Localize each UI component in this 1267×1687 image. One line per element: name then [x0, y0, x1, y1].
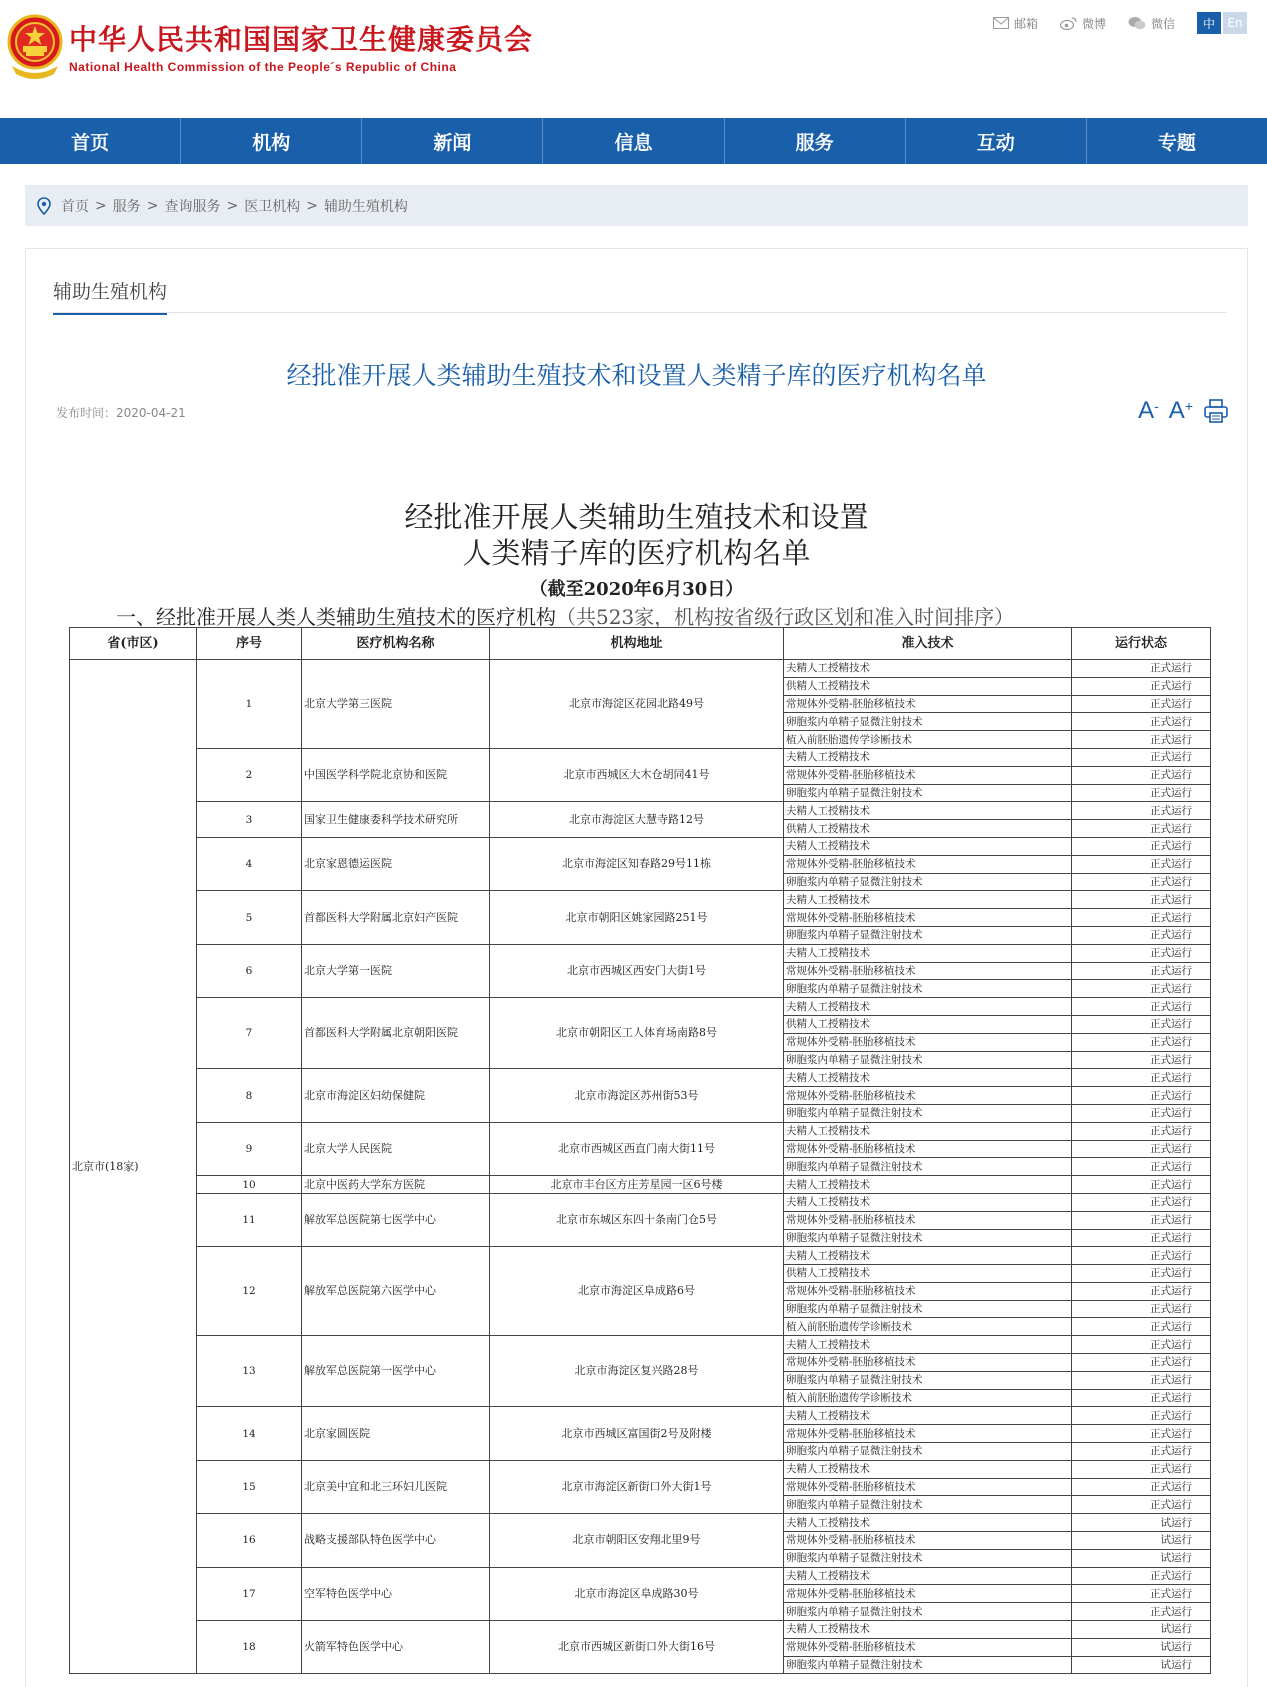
- table-row: [70, 1621, 1211, 1639]
- technology-cell: 常规体外受精-胚胎移植技术: [784, 1211, 1072, 1229]
- status-cell: 正式运行: [1072, 1300, 1211, 1318]
- breadcrumb-query-services[interactable]: 查询服务: [164, 198, 221, 215]
- technology-cell: 植入前胚胎遗传学诊断技术: [784, 731, 1072, 749]
- breadcrumb-services[interactable]: 服务: [112, 198, 141, 215]
- status-cell: 正式运行: [1072, 1104, 1211, 1122]
- row-number-cell: 6: [197, 944, 302, 997]
- table-row: [70, 837, 1211, 855]
- address-cell: 北京市西城区大木仓胡同41号: [490, 748, 784, 801]
- table-row: [70, 1514, 1211, 1532]
- technology-cell: 卵胞浆内单精子显微注射技术: [784, 1496, 1072, 1514]
- technology-cell: 夫精人工授精技术: [784, 891, 1072, 909]
- status-cell: 试运行: [1072, 1532, 1211, 1550]
- row-number-cell: 17: [197, 1567, 302, 1620]
- document-section-heading: [116, 601, 1014, 630]
- status-cell: 正式运行: [1072, 1015, 1211, 1033]
- province-cell: 北京市(18家): [70, 660, 197, 1674]
- status-cell: 正式运行: [1072, 695, 1211, 713]
- technology-cell: 夫精人工授精技术: [784, 998, 1072, 1016]
- table-row: [70, 1247, 1211, 1265]
- status-cell: 正式运行: [1072, 891, 1211, 909]
- main-nav: [0, 118, 1267, 164]
- institution-table: [69, 627, 1211, 1674]
- address-cell: 北京市西城区新街口外大街16号: [490, 1621, 784, 1674]
- institution-name-cell: 火箭军特色医学中心: [302, 1621, 490, 1674]
- status-cell: 正式运行: [1072, 1585, 1211, 1603]
- status-cell: 正式运行: [1072, 820, 1211, 838]
- technology-cell: 卵胞浆内单精子显微注射技术: [784, 980, 1072, 998]
- status-cell: 正式运行: [1072, 1087, 1211, 1105]
- address-cell: 北京市海淀区阜成路6号: [490, 1247, 784, 1336]
- status-cell: 正式运行: [1072, 784, 1211, 802]
- status-cell: 正式运行: [1072, 1211, 1211, 1229]
- technology-cell: 卵胞浆内单精子显微注射技术: [784, 1371, 1072, 1389]
- status-cell: 试运行: [1072, 1656, 1211, 1674]
- table-row: [70, 1069, 1211, 1087]
- status-cell: 正式运行: [1072, 980, 1211, 998]
- table-header-row: [70, 628, 1211, 660]
- publish-date-label: 发布时间：: [56, 406, 117, 420]
- status-cell: 正式运行: [1072, 944, 1211, 962]
- document-date: （截至2020年6月30日）: [529, 579, 744, 600]
- row-number-cell: 8: [197, 1069, 302, 1122]
- institution-name-cell: 解放军总医院第七医学中心: [302, 1193, 490, 1246]
- address-cell: 北京市朝阳区工人体育场南路8号: [490, 998, 784, 1069]
- address-cell: 北京市西城区西安门大街1号: [490, 944, 784, 997]
- technology-cell: 夫精人工授精技术: [784, 1621, 1072, 1639]
- institution-name-cell: 战略支援部队特色医学中心: [302, 1514, 490, 1567]
- row-number-cell: 14: [197, 1407, 302, 1460]
- table-row: [70, 1460, 1211, 1478]
- technology-cell: 常规体外受精-胚胎移植技术: [784, 1478, 1072, 1496]
- status-cell: 正式运行: [1072, 855, 1211, 873]
- status-cell: 正式运行: [1072, 1567, 1211, 1585]
- technology-cell: 卵胞浆内单精子显微注射技术: [784, 1443, 1072, 1461]
- status-cell: 正式运行: [1072, 660, 1211, 678]
- nav-item-services[interactable]: 服务: [725, 118, 906, 164]
- address-cell: 北京市海淀区苏州街53号: [490, 1069, 784, 1122]
- technology-cell: 常规体外受精-胚胎移植技术: [784, 1425, 1072, 1443]
- header-address: 机构地址: [490, 628, 784, 660]
- location-pin-icon: [37, 197, 51, 215]
- technology-cell: 夫精人工授精技术: [784, 748, 1072, 766]
- status-cell: 正式运行: [1072, 1496, 1211, 1514]
- technology-cell: 夫精人工授精技术: [784, 1069, 1072, 1087]
- status-cell: 正式运行: [1072, 1247, 1211, 1265]
- technology-cell: 卵胞浆内单精子显微注射技术: [784, 1300, 1072, 1318]
- status-cell: 正式运行: [1072, 998, 1211, 1016]
- status-cell: 正式运行: [1072, 1371, 1211, 1389]
- font-decrease-button[interactable]: [1138, 397, 1159, 425]
- status-cell: 正式运行: [1072, 1033, 1211, 1051]
- technology-cell: 夫精人工授精技术: [784, 802, 1072, 820]
- technology-cell: 夫精人工授精技术: [784, 660, 1072, 678]
- status-cell: 正式运行: [1072, 1176, 1211, 1194]
- table-row: [70, 1122, 1211, 1140]
- technology-cell: 常规体外受精-胚胎移植技术: [784, 1282, 1072, 1300]
- institution-name-cell: 中国医学科学院北京协和医院: [302, 748, 490, 801]
- institution-name-cell: 首都医科大学附属北京朝阳医院: [302, 998, 490, 1069]
- row-number-cell: 15: [197, 1460, 302, 1513]
- address-cell: 北京市海淀区大慧寺路12号: [490, 802, 784, 838]
- status-cell: 试运行: [1072, 1549, 1211, 1567]
- technology-cell: 供精人工授精技术: [784, 1015, 1072, 1033]
- status-cell: 试运行: [1072, 1514, 1211, 1532]
- technology-cell: 常规体外受精-胚胎移植技术: [784, 909, 1072, 927]
- status-cell: 正式运行: [1072, 713, 1211, 731]
- technology-cell: 常规体外受精-胚胎移植技术: [784, 766, 1072, 784]
- mail-link-label: 邮箱: [1013, 16, 1038, 31]
- status-cell: 正式运行: [1072, 1140, 1211, 1158]
- technology-cell: 夫精人工授精技术: [784, 944, 1072, 962]
- technology-cell: 卵胞浆内单精子显微注射技术: [784, 1603, 1072, 1621]
- site-title-en[interactable]: National Health Commission of the People´s Republic of China: [69, 60, 457, 74]
- breadcrumb-separator: >: [146, 197, 159, 214]
- status-cell: 正式运行: [1072, 1282, 1211, 1300]
- status-cell: 正式运行: [1072, 1389, 1211, 1407]
- address-cell: 北京市朝阳区姚家园路251号: [490, 891, 784, 944]
- status-cell: 试运行: [1072, 1638, 1211, 1656]
- address-cell: 北京市海淀区新街口外大街1号: [490, 1460, 784, 1513]
- font-increase-button[interactable]: [1169, 397, 1193, 425]
- technology-cell: 常规体外受精-胚胎移植技术: [784, 695, 1072, 713]
- table-row: [70, 1567, 1211, 1585]
- technology-cell: 植入前胚胎遗传学诊断技术: [784, 1389, 1072, 1407]
- institution-name-cell: 北京家恩德运医院: [302, 837, 490, 890]
- wechat-icon: [1128, 16, 1146, 30]
- nav-item-organization[interactable]: 机构: [181, 118, 362, 164]
- status-cell: 正式运行: [1072, 837, 1211, 855]
- technology-cell: 夫精人工授精技术: [784, 1514, 1072, 1532]
- technology-cell: 供精人工授精技术: [784, 677, 1072, 695]
- status-cell: 正式运行: [1072, 1478, 1211, 1496]
- technology-cell: 常规体外受精-胚胎移植技术: [784, 1087, 1072, 1105]
- status-cell: 正式运行: [1072, 677, 1211, 695]
- institution-name-cell: 首都医科大学附属北京妇产医院: [302, 891, 490, 944]
- status-cell: 正式运行: [1072, 1407, 1211, 1425]
- font-decrease-sign: -: [1154, 398, 1159, 414]
- document-title-line1: 经批准开展人类辅助生殖技术和设置: [404, 500, 869, 534]
- top-links: [993, 12, 1247, 34]
- row-number-cell: 18: [197, 1621, 302, 1674]
- address-cell: 北京市东城区东四十条南门仓5号: [490, 1193, 784, 1246]
- institution-name-cell: 解放军总医院第一医学中心: [302, 1336, 490, 1407]
- printer-icon: [1203, 398, 1229, 424]
- content-panel: [25, 248, 1248, 1687]
- row-number-cell: 11: [197, 1193, 302, 1246]
- technology-cell: 夫精人工授精技术: [784, 1567, 1072, 1585]
- wechat-link[interactable]: [1128, 15, 1175, 32]
- technology-cell: 常规体外受精-胚胎移植技术: [784, 1585, 1072, 1603]
- section-title: 辅助生殖机构: [53, 277, 167, 315]
- technology-cell: 常规体外受精-胚胎移植技术: [784, 1354, 1072, 1372]
- national-emblem-icon: [6, 14, 64, 80]
- address-cell: 北京市丰台区方庄芳星园一区6号楼: [490, 1176, 784, 1194]
- status-cell: 试运行: [1072, 1621, 1211, 1639]
- institution-name-cell: 北京大学第一医院: [302, 944, 490, 997]
- institution-name-cell: 北京大学人民医院: [302, 1122, 490, 1175]
- technology-cell: 卵胞浆内单精子显微注射技术: [784, 926, 1072, 944]
- row-number-cell: 16: [197, 1514, 302, 1567]
- nav-item-information[interactable]: 信息: [543, 118, 724, 164]
- table-row: [70, 1407, 1211, 1425]
- status-cell: 正式运行: [1072, 1158, 1211, 1176]
- nav-item-news[interactable]: 新闻: [362, 118, 543, 164]
- nav-item-home[interactable]: 首页: [0, 118, 181, 164]
- status-cell: 正式运行: [1072, 909, 1211, 927]
- table-row: [70, 1193, 1211, 1211]
- mail-icon: [993, 17, 1009, 29]
- table-row: [70, 802, 1211, 820]
- table-row: [70, 998, 1211, 1016]
- table-row: [70, 1336, 1211, 1354]
- print-button[interactable]: [1203, 398, 1229, 424]
- status-cell: 正式运行: [1072, 1265, 1211, 1283]
- institution-name-cell: 国家卫生健康委科学技术研究所: [302, 802, 490, 838]
- address-cell: 北京市朝阳区安翔北里9号: [490, 1514, 784, 1567]
- technology-cell: 常规体外受精-胚胎移植技术: [784, 1532, 1072, 1550]
- wechat-link-label: 微信: [1150, 16, 1175, 31]
- technology-cell: 夫精人工授精技术: [784, 1407, 1072, 1425]
- status-cell: 正式运行: [1072, 962, 1211, 980]
- status-cell: 正式运行: [1072, 766, 1211, 784]
- row-number-cell: 3: [197, 802, 302, 838]
- status-cell: 正式运行: [1072, 731, 1211, 749]
- row-number-cell: 10: [197, 1176, 302, 1194]
- address-cell: 北京市海淀区阜成路30号: [490, 1567, 784, 1620]
- institution-name-cell: 北京中医药大学东方医院: [302, 1176, 490, 1194]
- status-cell: 正式运行: [1072, 802, 1211, 820]
- table-body: [70, 660, 1211, 1674]
- technology-cell: 常规体外受精-胚胎移植技术: [784, 855, 1072, 873]
- technology-cell: 卵胞浆内单精子显微注射技术: [784, 1104, 1072, 1122]
- status-cell: 正式运行: [1072, 1122, 1211, 1140]
- technology-cell: 常规体外受精-胚胎移植技术: [784, 1638, 1072, 1656]
- status-cell: 正式运行: [1072, 873, 1211, 891]
- technology-cell: 卵胞浆内单精子显微注射技术: [784, 1229, 1072, 1247]
- technology-cell: 夫精人工授精技术: [784, 1193, 1072, 1211]
- table-row: [70, 1176, 1211, 1194]
- table-row: [70, 944, 1211, 962]
- technology-cell: 卵胞浆内单精子显微注射技术: [784, 713, 1072, 731]
- institution-name-cell: 北京家圆医院: [302, 1407, 490, 1460]
- address-cell: 北京市海淀区知春路29号11栋: [490, 837, 784, 890]
- breadcrumb-home[interactable]: 首页: [61, 198, 89, 215]
- technology-cell: 常规体外受精-胚胎移植技术: [784, 1033, 1072, 1051]
- table-row: [70, 748, 1211, 766]
- technology-cell: 卵胞浆内单精子显微注射技术: [784, 1656, 1072, 1674]
- status-cell: 正式运行: [1072, 1193, 1211, 1211]
- section-heading-main: 一、经批准开展人类人类辅助生殖技术的医疗机构: [116, 605, 556, 629]
- status-cell: 正式运行: [1072, 1603, 1211, 1621]
- section-divider: [53, 312, 1227, 313]
- status-cell: 正式运行: [1072, 1051, 1211, 1069]
- table-row: [70, 891, 1211, 909]
- status-cell: 正式运行: [1072, 1443, 1211, 1461]
- font-increase-sign: +: [1184, 398, 1193, 414]
- technology-cell: 卵胞浆内单精子显微注射技术: [784, 873, 1072, 891]
- mail-link[interactable]: [993, 15, 1038, 32]
- technology-cell: 植入前胚胎遗传学诊断技术: [784, 1318, 1072, 1336]
- font-increase-label: A: [1168, 397, 1185, 424]
- row-number-cell: 5: [197, 891, 302, 944]
- status-cell: 正式运行: [1072, 748, 1211, 766]
- address-cell: 北京市海淀区复兴路28号: [490, 1336, 784, 1407]
- technology-cell: 卵胞浆内单精子显微注射技术: [784, 1051, 1072, 1069]
- row-number-cell: 1: [197, 660, 302, 749]
- breadcrumb-current[interactable]: 辅助生殖机构: [323, 198, 408, 215]
- nav-item-topics[interactable]: 专题: [1157, 131, 1196, 154]
- status-cell: 正式运行: [1072, 1069, 1211, 1087]
- row-number-cell: 2: [197, 748, 302, 801]
- header-institution-name: 医疗机构名称: [302, 628, 490, 660]
- language-switch: [1197, 12, 1247, 34]
- breadcrumb-separator: >: [226, 197, 239, 214]
- status-cell: 正式运行: [1072, 1336, 1211, 1354]
- status-cell: 正式运行: [1072, 1354, 1211, 1372]
- status-cell: 正式运行: [1072, 1229, 1211, 1247]
- section-heading-note: （共523家，机构按省级行政区划和准入时间排序）: [556, 605, 1015, 629]
- address-cell: 北京市西城区西直门南大街11号: [490, 1122, 784, 1175]
- technology-cell: 卵胞浆内单精子显微注射技术: [784, 1158, 1072, 1176]
- row-number-cell: 7: [197, 998, 302, 1069]
- header-number: 序号: [197, 628, 302, 660]
- lang-en-button[interactable]: En: [1223, 12, 1247, 34]
- address-cell: 北京市西城区富国街2号及附楼: [490, 1407, 784, 1460]
- header-status: 运行状态: [1072, 628, 1211, 660]
- status-cell: 正式运行: [1072, 1318, 1211, 1336]
- article-title: 经批准开展人类辅助生殖技术和设置人类精子库的医疗机构名单: [286, 361, 987, 390]
- font-decrease-label: A: [1138, 397, 1155, 424]
- publish-date-value: 2020-04-21: [116, 406, 186, 420]
- technology-cell: 夫精人工授精技术: [784, 1460, 1072, 1478]
- status-cell: 正式运行: [1072, 1460, 1211, 1478]
- article-tools: [1128, 397, 1229, 425]
- technology-cell: 夫精人工授精技术: [784, 1336, 1072, 1354]
- technology-cell: 常规体外受精-胚胎移植技术: [784, 1140, 1072, 1158]
- row-number-cell: 12: [197, 1247, 302, 1336]
- header-technology: 准入技术: [784, 628, 1072, 660]
- technology-cell: 常规体外受精-胚胎移植技术: [784, 962, 1072, 980]
- publish-date: [56, 404, 186, 421]
- status-cell: 正式运行: [1072, 926, 1211, 944]
- table-row: [70, 660, 1211, 678]
- technology-cell: 夫精人工授精技术: [784, 837, 1072, 855]
- technology-cell: 夫精人工授精技术: [784, 1247, 1072, 1265]
- row-number-cell: 4: [197, 837, 302, 890]
- technology-cell: 卵胞浆内单精子显微注射技术: [784, 1549, 1072, 1567]
- nav-item-interaction[interactable]: 互动: [906, 118, 1087, 164]
- weibo-link-label: 微博: [1081, 16, 1106, 31]
- technology-cell: 供精人工授精技术: [784, 1265, 1072, 1283]
- row-number-cell: 13: [197, 1336, 302, 1407]
- institution-name-cell: 北京美中宜和北三环妇儿医院: [302, 1460, 490, 1513]
- institution-name-cell: 北京市海淀区妇幼保健院: [302, 1069, 490, 1122]
- breadcrumb-separator: >: [306, 197, 318, 214]
- breadcrumb: [25, 185, 1248, 226]
- weibo-link[interactable]: [1060, 15, 1106, 32]
- site-title-cn[interactable]: 中华人民共和国国家卫生健康委员会: [69, 23, 534, 56]
- institution-name-cell: 解放军总医院第六医学中心: [302, 1247, 490, 1336]
- technology-cell: 卵胞浆内单精子显微注射技术: [784, 784, 1072, 802]
- technology-cell: 夫精人工授精技术: [784, 1176, 1072, 1194]
- header-province: 省(市区): [70, 628, 197, 660]
- status-cell: 正式运行: [1072, 1425, 1211, 1443]
- row-number-cell: 9: [197, 1122, 302, 1175]
- institution-name-cell: 北京大学第三医院: [302, 660, 490, 749]
- technology-cell: 夫精人工授精技术: [784, 1122, 1072, 1140]
- institution-name-cell: 空军特色医学中心: [302, 1567, 490, 1620]
- weibo-icon: [1060, 17, 1077, 30]
- document-title-line2: 人类精子库的医疗机构名单: [462, 536, 811, 570]
- breadcrumb-separator: >: [95, 197, 107, 214]
- document-title: [26, 499, 1247, 571]
- technology-cell: 供精人工授精技术: [784, 820, 1072, 838]
- address-cell: 北京市海淀区花园北路49号: [490, 660, 784, 749]
- site-header: [0, 0, 1267, 118]
- breadcrumb-medical-institutions[interactable]: 医卫机构: [244, 198, 301, 215]
- lang-zh-button[interactable]: 中: [1197, 12, 1221, 34]
